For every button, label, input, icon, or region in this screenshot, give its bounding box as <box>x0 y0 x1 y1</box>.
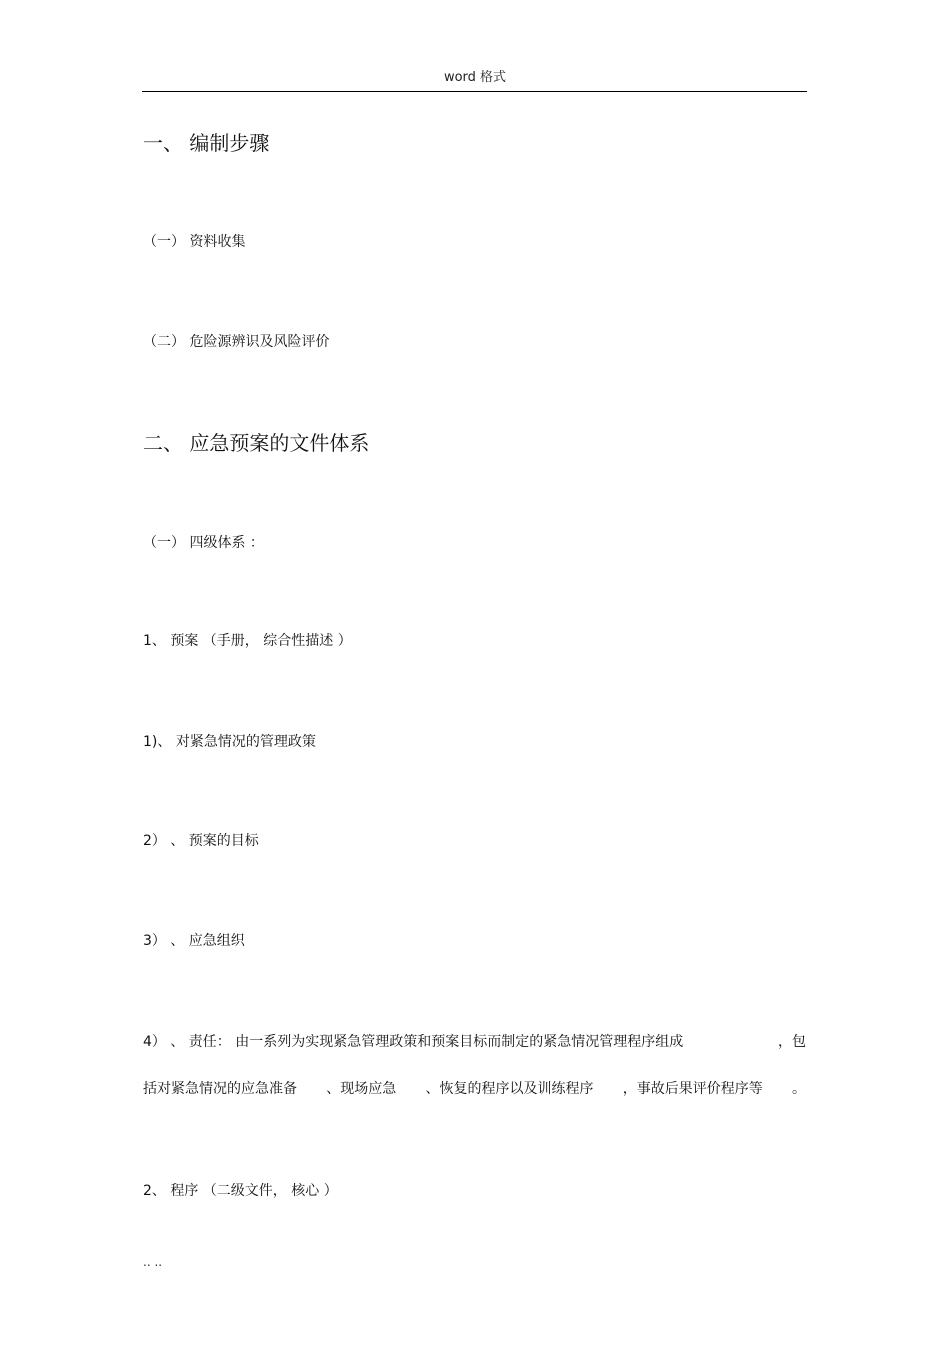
section-2-item-1: （一） 四级体系 ： <box>143 535 264 551</box>
sub-item-4 <box>143 1033 806 1051</box>
section-1-item-1: （一） 资料收集 <box>143 234 246 250</box>
continuation-segment: ，事故后果评价程序等 <box>622 1081 763 1097</box>
header-rule <box>142 91 807 92</box>
sub-item-4-text: 4） 、 责任： 由一系列为实现紧急管理政策和预案目标而制定的紧急情况管理程序组成 <box>143 1034 684 1050</box>
continuation-segment: 括对紧急情况的应急准备 <box>143 1081 297 1097</box>
level-2-procedure: 2、 程序 （二级文件， 核心 ） <box>143 1183 338 1199</box>
sub-item-2: 2） 、 预案的目标 <box>143 833 259 849</box>
sub-item-4-continuation <box>143 1080 806 1098</box>
page-footer: .. .. <box>143 1255 163 1269</box>
section-1-item-2: （二） 危险源辨识及风险评价 <box>143 334 330 350</box>
sub-item-4-tail: ，包 <box>778 1034 806 1050</box>
level-1-preplan: 1、 预案 （手册， 综合性描述 ） <box>143 633 352 649</box>
section-2-heading: 二、 应急预案的文件体系 <box>143 431 370 455</box>
continuation-segment: 、恢复的程序以及训练程序 <box>425 1081 594 1097</box>
continuation-segment: 、现场应急 <box>326 1081 397 1097</box>
continuation-segment: 。 <box>792 1081 806 1097</box>
sub-item-1: 1)、 对紧急情况的管理政策 <box>143 734 316 750</box>
page-header: word 格式 <box>443 70 507 85</box>
section-1-heading: 一、 编制步骤 <box>143 131 270 155</box>
sub-item-3: 3） 、 应急组织 <box>143 933 245 949</box>
